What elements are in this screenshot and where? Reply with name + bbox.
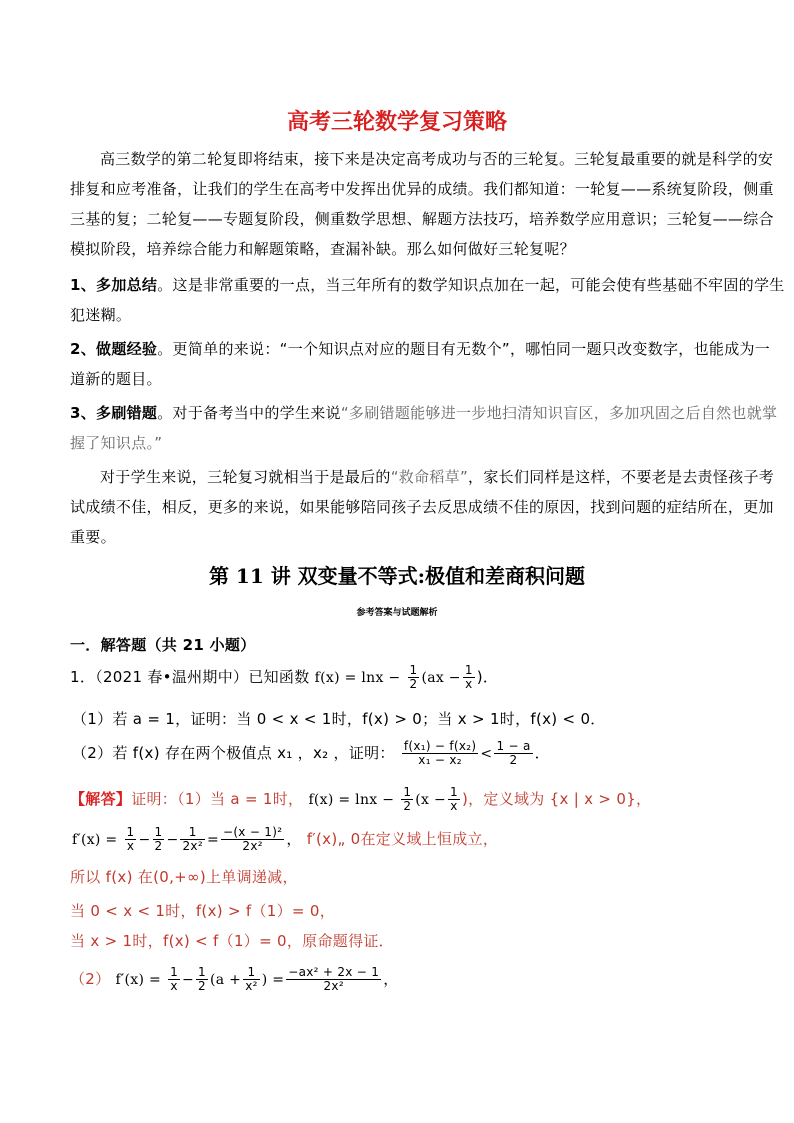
solution-line-6: （2） f′(x) = $\frac{1}{x}$ − $\frac{1}{2}$ (a + $\frac{1}{\text{x²}}$ ) = $\frac{\text{−ax² + 2x − 1}}{\text{2x²}}$ ， (70, 965, 399, 993)
frac-num: 1 (180, 826, 204, 840)
solution-s1b: f(x) = lnx − (308, 792, 395, 808)
solution-line-2: f′(x) = $\frac{1}{x}$ − $\frac{1}{2}$ − $\frac{1}{\text{2x²}}$ = $\frac{\text{−(x − 1)²}}{\text{2x²}}$ ， f′(x)„ 0在定义域上恒成立， (72, 825, 499, 853)
closing-line-3: 重要。 (70, 528, 116, 546)
frac-den: 2 (509, 753, 518, 767)
problem-statement (70, 664, 498, 691)
frac-num: 1 (464, 663, 473, 677)
fraction-half-2 (401, 786, 413, 813)
part-2-lead: （2）若 f(x) 存在两个极值点 x₁ ，x₂ ，证明： (72, 744, 395, 762)
frac-den: x² (245, 979, 258, 993)
intro-line-2: 排复和应考准备，让我们的学生在高考中发挥出优异的成绩。我们都知道：一轮复——系统复阶段，侧重 (70, 180, 774, 198)
solution-s1a: 证明：（1）当 a = 1时， (131, 790, 304, 808)
page-title: 高考三轮数学复习策略 (286, 110, 507, 135)
solution-line-1 (70, 786, 651, 813)
closing-text-c: ，家长们同样是这样，不要老是去责怪孩子考 (468, 468, 775, 486)
fraction-s6-4 (286, 966, 381, 993)
frac-den: 2x² (182, 839, 203, 853)
frac-den: 2x² (323, 979, 344, 993)
frac-den: x (450, 799, 458, 813)
closing-line-2: 试成绩不佳，相反，更多的来说，如果能够陪同孩子去反思成绩不佳的原因，找到问题的症结所在，更加 (70, 498, 774, 516)
section-heading: 一．解答题（共 21 小题） (70, 636, 256, 654)
frac-num: 1 (198, 965, 206, 979)
solution-line-3: 所以 f(x) 在(0,+∞)上单调递减， (70, 868, 298, 886)
fraction-s6-2 (196, 966, 208, 993)
frac-den: x (465, 677, 473, 691)
problem-ax-term: (ax − (421, 670, 461, 686)
frac-num: 1 (154, 825, 163, 839)
solution-s6c: (a + (209, 972, 242, 988)
tip-3-cont: 握了知识点。” (70, 434, 163, 452)
solution-s1d: )，定义域为 {x | x > 0}， (461, 790, 652, 808)
tip-1-cont: 犯迷糊。 (70, 306, 132, 324)
tip-2-label: 2、做题经验 (70, 340, 158, 358)
fraction-s2-1 (125, 826, 137, 853)
fraction-s2-2 (153, 826, 165, 853)
problem-part-2 (72, 740, 550, 767)
fraction-bound (494, 740, 532, 767)
part-2-end: ． (534, 744, 550, 762)
derivative-label: f′(x) = (72, 832, 118, 848)
solution-line-4: 当 0 < x < 1时，f(x) > f（1）= 0， (70, 902, 336, 920)
tip-1 (70, 274, 785, 295)
problem-source: 1．（2021 春•温州期中）已知函数 (70, 668, 310, 686)
answer-subtitle: 参考答案与试题解析 (356, 608, 438, 618)
fraction-inv-x-2 (448, 786, 460, 813)
frac-den: 2 (403, 799, 412, 813)
tip-1-label: 1、多加总结 (70, 276, 158, 294)
problem-part-1: （1）若 a = 1，证明：当 0 < x < 1时，f(x) > 0；当 x > 1时，f(x) < 0． (72, 710, 606, 728)
intro-line-3: 三基的复；二轮复——专题复阶段，侧重数学思想、解题方法技巧，培养数学应用意识；三轮复——综合 (70, 210, 774, 228)
tip-2-text: 。更简单的来说：“一个知识点对应的题目有无数个”，哪怕同一题只改变数字，也能成为一 (157, 340, 771, 358)
frac-num: −(x − 1)² (222, 825, 283, 839)
closing-line-1 (100, 466, 774, 487)
fraction-s2-3 (180, 826, 204, 853)
tip-3-label: 3、多刷错题 (70, 404, 158, 422)
frac-den: 2 (198, 979, 206, 993)
less-than: < (480, 746, 493, 762)
frac-num: f(x₁) − f(x₂) (403, 739, 477, 753)
solution-line-5: 当 x > 1时，f(x) < f（1）= 0，原命题得证． (70, 932, 394, 950)
tip-1-text: 。这是非常重要的一点，当三年所有的数学知识点加在一起，可能会使有些基础不牢固的学生 (157, 276, 785, 294)
frac-num: 1 (403, 785, 412, 799)
fraction-s6-1 (168, 966, 180, 993)
intro-line-4: 模拟阶段，培养综合能力和解题策略，查漏补缺。那么如何做好三轮复呢？ (70, 240, 575, 258)
problem-function: f(x) = lnx − (314, 670, 401, 686)
solution-s6d: ， (383, 970, 399, 988)
fraction-s2-4 (221, 826, 284, 853)
frac-den: 2 (154, 839, 163, 853)
frac-den: 2x² (242, 839, 263, 853)
frac-den: x (170, 979, 178, 993)
fraction-s6-3 (243, 966, 260, 993)
closing-text-a: 对于学生来说，三轮复习就相当于是最后的 (100, 468, 391, 486)
tip-3-text: 。对于备考当中的学生来说 (157, 404, 341, 422)
solution-s6a: （2） (70, 970, 111, 988)
frac-num: 1 − a (496, 739, 531, 753)
solution-tag: 【解答】 (70, 790, 132, 808)
solution-s1c: (x − (415, 792, 447, 808)
tip-3-quote: “多刷错题能够进一步地扫清知识盲区，多加巩固之后自然也就掌 (340, 404, 778, 422)
problem-close: )． (476, 668, 499, 686)
fraction-difference-quotient (402, 740, 479, 767)
frac-num: 1 (243, 966, 260, 980)
fraction-half (408, 664, 420, 691)
frac-num: 1 (409, 663, 418, 677)
tip-3 (70, 402, 777, 423)
intro-line-1: 高三数学的第二轮复即将结束，接下来是决定高考成功与否的三轮复。三轮复最重要的就是科学的安 (100, 150, 774, 168)
frac-num: 1 (126, 825, 135, 839)
frac-num: −ax² + 2x − 1 (288, 965, 380, 979)
tip-2 (70, 338, 770, 359)
frac-den: x (126, 839, 135, 853)
frac-den: x₁ − x₂ (418, 753, 462, 767)
frac-den: 2 (409, 677, 418, 691)
solution-s2b: f′(x)„ 0在定义域上恒成立， (306, 830, 499, 848)
frac-num: 1 (450, 785, 458, 799)
fraction-inv-x (463, 664, 475, 691)
tip-2-cont: 道新的题目。 (70, 370, 162, 388)
closing-quote: “救命稻草” (390, 468, 469, 486)
frac-num: 1 (170, 965, 179, 979)
derivative-label-2: f′(x) = (115, 972, 161, 988)
lecture-title: 第 11 讲 双变量不等式:极值和差商积问题 (208, 564, 586, 588)
